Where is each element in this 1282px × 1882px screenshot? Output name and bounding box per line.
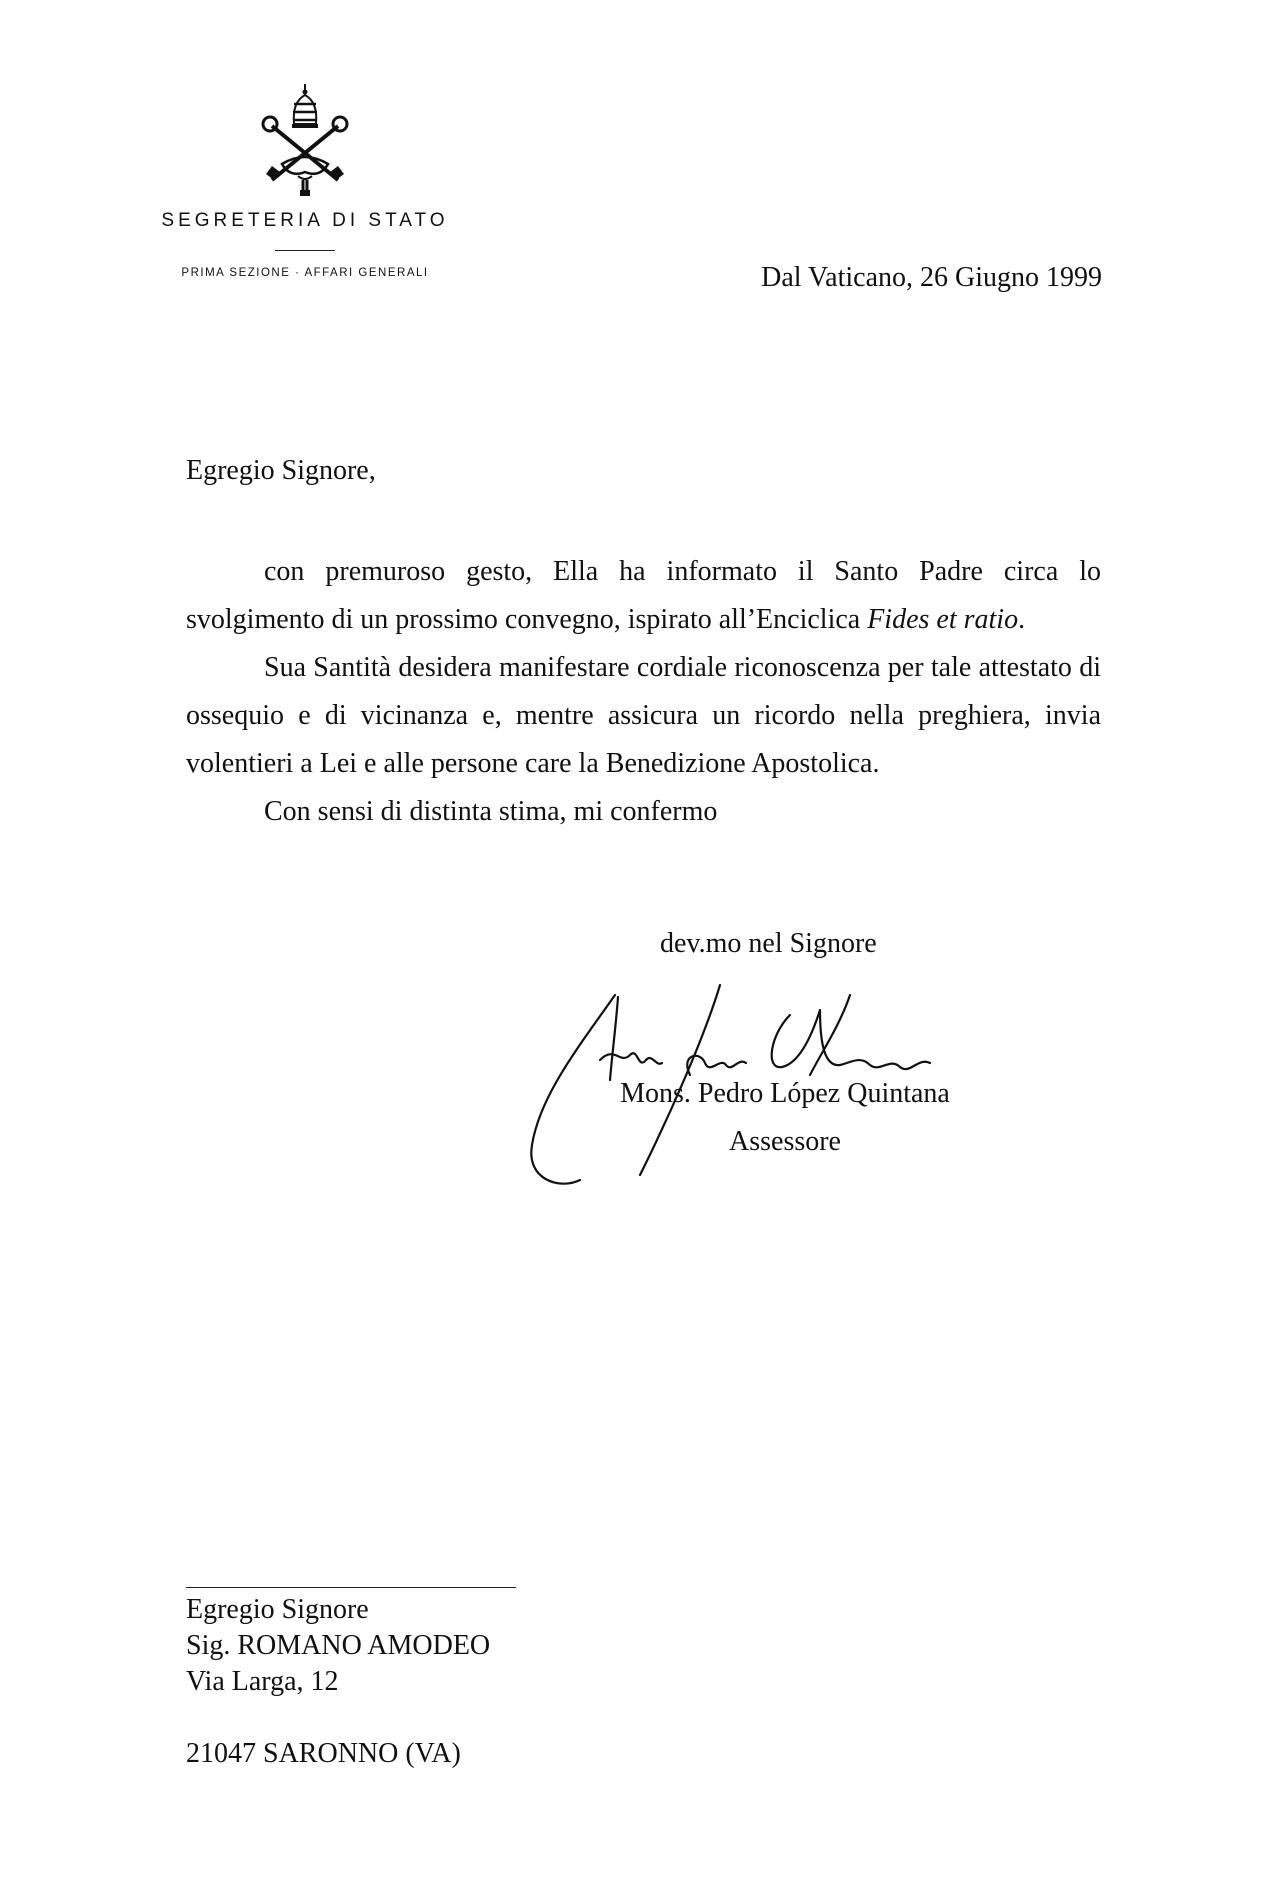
signatory-name: Mons. Pedro López Quintana xyxy=(620,1078,950,1109)
salutation: Egregio Signore, xyxy=(186,455,376,486)
letterhead-divider xyxy=(275,250,335,251)
recipient-address xyxy=(186,1592,490,1772)
body-paragraph-3: Con sensi di distinta stima, mi confermo xyxy=(264,796,718,827)
body-paragraph-2: Sua Santità desidera manifestare cordiale riconoscenza per tale attestato di ossequio e di vicinanza e, mentre assicura un ricordo nella preghiera, invia volentieri a Lei e alle persone care la Benedizione Apostolica. xyxy=(186,652,1101,779)
recipient-salutation: Egregio Signore xyxy=(186,1594,369,1625)
office-section: PRIMA SEZIONE · AFFARI GENERALI xyxy=(181,267,429,279)
body-paragraph-1 xyxy=(186,548,1101,644)
office-name: SEGRETERIA DI STATO xyxy=(161,210,449,231)
signatory-title: Assessore xyxy=(729,1126,841,1157)
address-divider xyxy=(186,1587,516,1588)
encyclical-title: Fides et ratio xyxy=(867,604,1019,635)
place-date: Dal Vaticano, 26 Giugno 1999 xyxy=(761,262,1102,293)
signatory-block xyxy=(590,1070,980,1166)
body-paragraph-1-end: . xyxy=(1018,604,1026,635)
letter-body xyxy=(186,548,1101,836)
closing-formula: dev.mo nel Signore xyxy=(660,928,877,959)
address-spacer xyxy=(186,1700,490,1736)
papal-keys-coat-of-arms-icon xyxy=(250,80,360,200)
recipient-street: Via Larga, 12 xyxy=(186,1666,339,1697)
recipient-city: 21047 SARONNO (VA) xyxy=(186,1738,461,1769)
body-paragraph-1-text: con premuroso gesto, Ella ha informato il Santo Padre circa lo svolgimento di un prossimo convegno, ispirato all’Enciclica xyxy=(186,556,1101,635)
letterhead xyxy=(130,80,480,279)
recipient-name: Sig. ROMANO AMODEO xyxy=(186,1630,491,1661)
